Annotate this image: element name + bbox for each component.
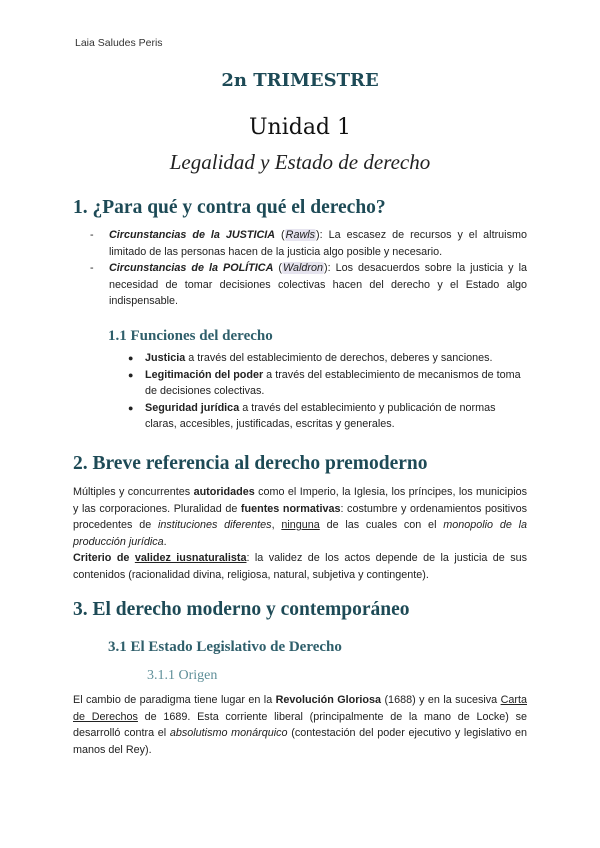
text-run: como el Imperio, la Iglesia, los príncipes, los municipios y las corporaciones. Pluralidad de [73,486,528,515]
text-run-bold: autoridades [193,486,255,498]
text-run: de las cuales con el [319,519,444,531]
subsection-1-1-heading: 1.1 Funciones del derecho [108,328,273,344]
text-run: . [163,535,167,548]
text-run-bold: Criterio de [73,552,135,564]
text-run: Múltiples y concurrentes [73,486,194,498]
subsection-3-1-1-heading: 3.1.1 Origen [147,668,218,683]
text-run-underline: ninguna [281,519,320,531]
author-name: Laia Saludes Peris [75,37,163,49]
premodern-paragraph [73,484,527,583]
text-run: (contestación del poder ejecutivo y legislativo en manos del Rey). [73,727,527,756]
text-run-bold-underline: validez iusnaturalista [134,552,247,564]
function-term: Justicia [145,352,186,364]
list-item [90,260,527,310]
item-lead: Circunstancias de la POLÍTICA [109,262,274,274]
text-run-italic: absolutismo monárquico [169,727,288,739]
origin-paragraph [73,692,527,758]
bullet-marker: ● [128,402,134,413]
dash-marker: - [90,262,94,274]
item-paren: ( [273,262,282,274]
function-text: a través del establecimiento de mecanismos de toma de decisiones colectivas. [145,368,521,397]
text-run: : la validez de los actos depende de la justicia de sus contenidos (racionalidad divina, religiosa, natural, subjetiva y contingente). [73,552,527,581]
text-run-underline: Carta de Derechos [73,694,527,723]
bullet-marker: ● [128,369,134,380]
functions-list [128,350,527,433]
text-run: (1688) y en la sucesiva [381,694,501,706]
function-term: Seguridad jurídica [145,401,240,414]
function-text: a través del establecimiento de derechos, deberes y sanciones. [185,352,493,364]
bullet-marker: ● [128,353,134,363]
unit-heading: Unidad 1 [248,115,352,140]
list-item [90,227,527,260]
author-reference: Waldron [282,262,323,274]
text-run: de 1689. Esta corriente liberal (principalmente de la mano de Locke) se desarrolló contra el [73,710,527,739]
section-2-heading: 2. Breve referencia al derecho premoderno [73,453,428,474]
text-run: El cambio de paradigma tiene lugar en la [73,694,276,706]
list-item [128,400,527,433]
list-item [128,367,527,400]
text-run-bold: Revolución Gloriosa [275,694,382,706]
author-reference: Rawls [285,229,316,241]
function-term: Legitimación del poder [145,368,264,381]
section-3-heading: 3. El derecho moderno y contemporáneo [73,599,410,620]
item-paren: ( [275,229,285,241]
item-text: ): La escasez de recursos y el altruismo limitado de las personas hacen de la justicia algo posible y necesario. [109,229,527,258]
item-text: ): Los desacuerdos sobre la justicia y la necesidad de tomar decisiones colectivas hacen del derecho y el Estado algo indispensable. [109,262,527,307]
subsection-3-1-heading: 3.1 El Estado Legislativo de Derecho [108,639,342,655]
section-1-heading: 1. ¿Para qué y contra qué el derecho? [73,197,386,218]
circumstances-list [90,227,527,310]
unit-subtitle: Legalidad y Estado de derecho [169,150,431,174]
list-item [128,350,527,367]
text-run-italic: monopolio de la producción jurídica [73,519,528,548]
term-heading: 2n TRIMESTRE [221,70,379,91]
text-run-bold: fuentes normativas [240,502,341,515]
dash-marker: - [90,229,94,241]
text-run: , [271,519,282,531]
text-run-italic: instituciones diferentes [157,519,272,531]
item-lead: Circunstancias de la JUSTICIA [109,229,276,241]
function-text: a través del establecimiento y publicación de normas claras, accesibles, justificadas, escritas y generales. [145,401,496,430]
text-run: : costumbre y ordenamientos positivos procedentes de [73,502,527,531]
